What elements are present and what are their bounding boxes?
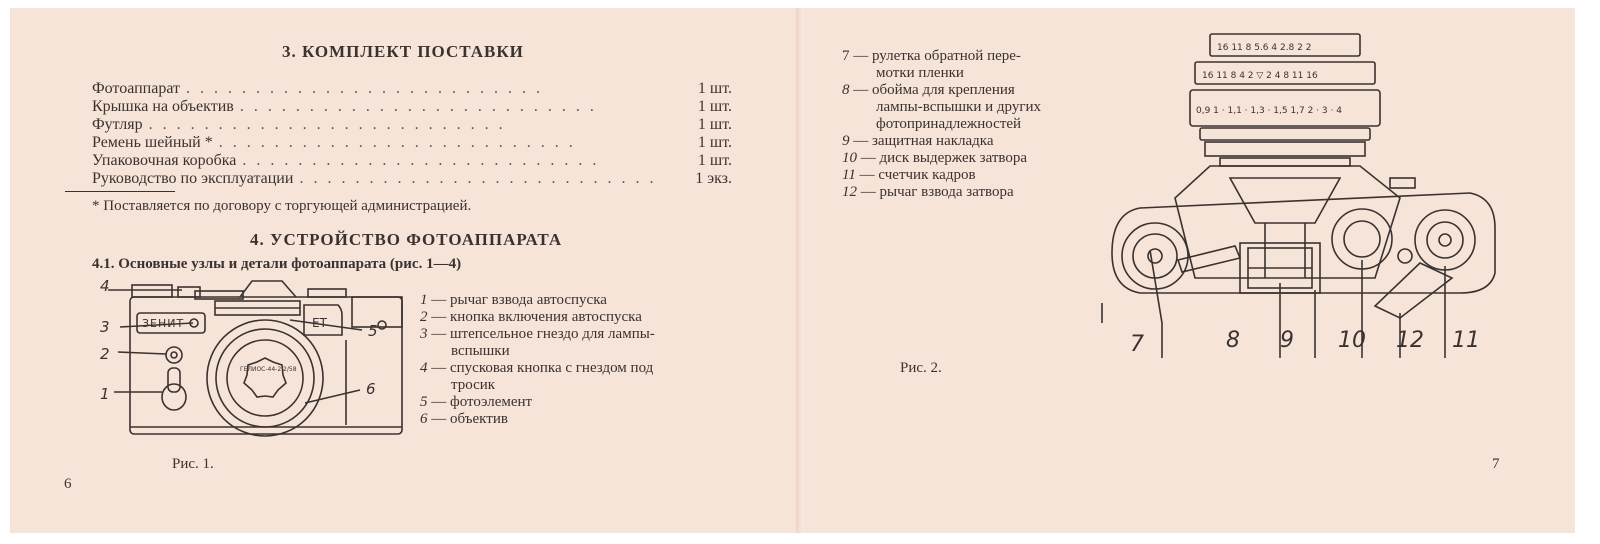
callout-7: 7	[1130, 332, 1144, 357]
legend-item-8-cont: лампы-вспышки и других	[876, 99, 1041, 115]
callout-4: 4	[100, 277, 110, 295]
item-row: Крышка на объектив .......................... 1 шт.	[92, 98, 732, 115]
item-row: Упаковочная коробка .......................... 1 шт.	[92, 152, 732, 169]
legend-item-4: 4 — спусковая кнопка с гнездом под	[420, 360, 654, 376]
legend-item-1: 1 — рычаг взвода автоспуска	[420, 292, 607, 308]
callout-5: 5	[368, 322, 378, 340]
legend-item-5: 5 — фотоэлемент	[420, 394, 533, 410]
legend-item-3-cont: вспышки	[451, 343, 510, 359]
footnote-rule	[65, 191, 175, 192]
fig1-caption: Рис. 1.	[172, 456, 214, 472]
callout-10: 10	[1338, 328, 1366, 353]
legend-item-3: 3 — штепсельное гнездо для лампы-	[420, 326, 655, 342]
callout-3: 3	[100, 318, 110, 336]
callout-9: 9	[1280, 328, 1294, 353]
legend-item-12: 12 — рычаг взвода затвора	[842, 184, 1014, 200]
brand-label: ЗЕНИТ	[142, 317, 185, 330]
item-row: Футляр .......................... 1 шт.	[92, 116, 732, 133]
section3-title: 3. КОМПЛЕКТ ПОСТАВКИ	[282, 42, 524, 61]
model-label: ЕТ	[312, 316, 327, 330]
fig2-caption: Рис. 2.	[900, 360, 942, 376]
item-row: Ремень шейный * .......................... 1 шт.	[92, 134, 732, 151]
lens-scale-distance: 0,9 1 · 1,1 · 1,3 · 1,5 1,7 2 · 3 · 4	[1196, 106, 1342, 116]
callout-2: 2	[100, 345, 110, 363]
lens-label: ГЕЛИОС-44-2 2/58	[240, 366, 297, 373]
legend-item-6: 6 — объектив	[420, 411, 508, 427]
subsection-title: 4.1. Основные узлы и детали фотоаппарата (рис. 1—4)	[92, 256, 462, 272]
legend-item-2: 2 — кнопка включения автоспуска	[420, 309, 642, 325]
item-row: Фотоаппарат .......................... 1 шт.	[92, 80, 732, 97]
legend-item-4-cont: тросик	[451, 377, 496, 393]
legend-item-8: 8 — обойма для крепления	[842, 82, 1015, 98]
camera-front-figure	[90, 275, 420, 460]
legend-item-7-cont: мотки пленки	[876, 65, 964, 81]
legend-item-10: 10 — диск выдержек затвора	[842, 150, 1028, 166]
lens-scale-top: 16 11 8 5.6 4 2.8 2 2	[1217, 43, 1312, 53]
callout-1: 1	[100, 385, 110, 403]
page-number-left: 6	[64, 476, 72, 492]
callout-8: 8	[1226, 328, 1240, 353]
item-row: Руководство по эксплуатации .......................... 1 экз.	[92, 170, 732, 187]
legend-item-7: 7 — рулетка обратной пере-	[842, 48, 1021, 64]
lens-scale-depth: 16 11 8 4 2 ▽ 2 4 8 11 16	[1202, 71, 1318, 81]
section4-title: 4. УСТРОЙСТВО ФОТОАППАРАТА	[250, 230, 563, 249]
footnote: * Поставляется по договору с торгующей администрацией.	[92, 198, 472, 214]
legend-item-11: 11 — счетчик кадров	[842, 167, 976, 183]
legend-item-8-cont2: фотопринадлежностей	[876, 116, 1022, 132]
camera-top-figure	[1100, 28, 1500, 388]
callout-11: 11	[1452, 328, 1480, 353]
callout-12: 12	[1396, 328, 1424, 353]
page-number-right: 7	[1492, 456, 1500, 472]
legend-item-9: 9 — защитная накладка	[842, 133, 994, 149]
callout-6: 6	[366, 380, 376, 398]
